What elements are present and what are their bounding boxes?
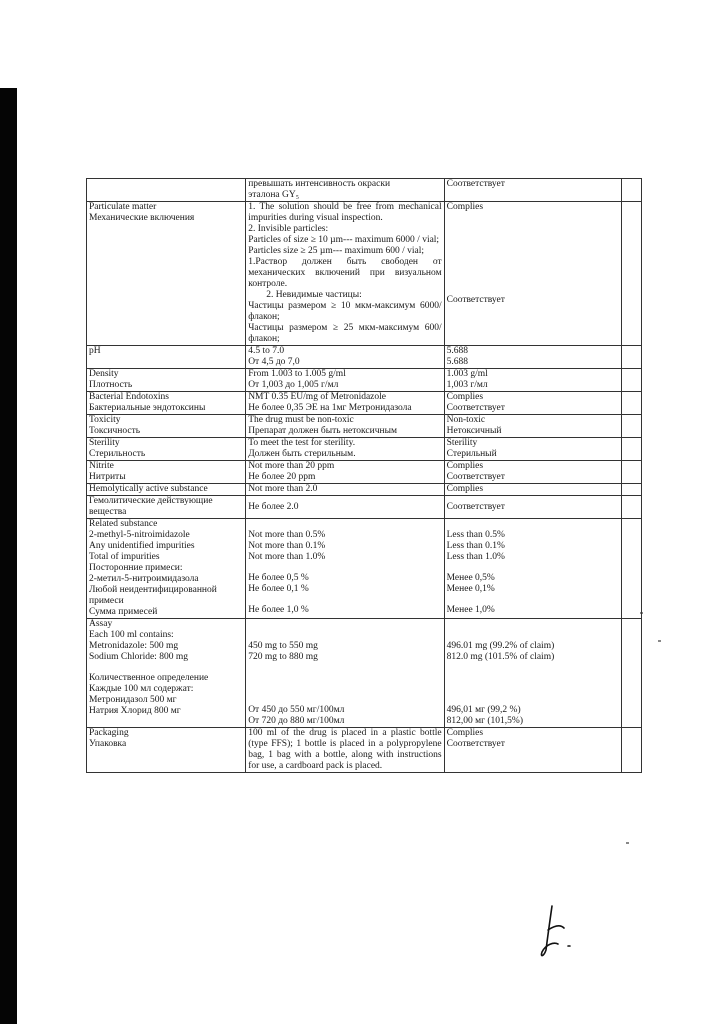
result-line: Non-toxic xyxy=(446,415,486,425)
spec-line: Not more than 2.0 xyxy=(248,484,318,494)
result-line: 5.688 xyxy=(446,346,468,356)
result-cell xyxy=(444,202,621,346)
parameter-name: Метронидазол 500 мг xyxy=(89,695,177,705)
table-row xyxy=(87,369,642,392)
spec-line: Частицы размером ≥ 10 мкм-максимум 6000/флакон; xyxy=(248,301,442,322)
result-cell xyxy=(444,369,621,392)
parameter-name: Hemolytically active substance xyxy=(89,484,208,494)
specification-cell xyxy=(246,496,444,519)
parameter-name: Assay xyxy=(89,619,113,629)
spec-line: 720 mg to 880 mg xyxy=(248,652,318,662)
result-line: Complies xyxy=(446,461,484,471)
spec-line: From 1.003 to 1.005 g/ml xyxy=(248,369,346,379)
specification-cell xyxy=(246,202,444,346)
margin-cell xyxy=(621,392,641,415)
parameter-name: Each 100 ml contains: xyxy=(89,630,174,640)
scan-speck xyxy=(626,842,629,844)
parameter-cell xyxy=(87,369,246,392)
result-cell xyxy=(444,619,621,728)
spec-line: Частицы размером ≥ 25 мкм-максимум 600/флакон; xyxy=(248,323,442,344)
margin-cell xyxy=(621,461,641,484)
spec-line: Не более 20 ppm xyxy=(248,472,316,482)
result-line: 1.003 g/ml xyxy=(446,369,488,379)
parameter-cell xyxy=(87,202,246,346)
parameter-name: Любой неидентифицированной примеси xyxy=(89,585,217,606)
result-cell xyxy=(444,438,621,461)
result-line: Complies xyxy=(446,392,484,402)
result-line: Нетоксичный xyxy=(446,426,502,436)
table-row xyxy=(87,415,642,438)
spec-line: Не более 0,5 % xyxy=(248,573,309,583)
margin-cell xyxy=(621,415,641,438)
parameter-cell xyxy=(87,179,246,202)
parameter-name: Гемолитические действующие вещества xyxy=(89,496,213,517)
margin-cell xyxy=(621,484,641,496)
parameter-name: Sterility xyxy=(89,438,120,448)
spec-line: Должен быть стерильным. xyxy=(248,449,356,459)
parameter-name: Токсичность xyxy=(89,426,141,436)
spec-line: To meet the test for sterility. xyxy=(248,438,356,448)
parameter-name: Particulate matter xyxy=(89,202,157,212)
spec-line: превышать интенсивность окраски xyxy=(248,179,391,189)
spec-line: Not more than 0.1% xyxy=(248,541,326,551)
result-line: Соответствует xyxy=(446,472,505,482)
scan-blank-margin xyxy=(0,0,724,90)
spec-line: От 720 до 880 мг/100мл xyxy=(248,716,345,726)
spec-line: 4.5 to 7.0 xyxy=(248,346,285,356)
result-cell xyxy=(444,496,621,519)
parameter-name: Стерильность xyxy=(89,449,146,459)
result-cell xyxy=(444,179,621,202)
scan-dark-edge xyxy=(0,88,17,1024)
parameter-name: 2-methyl-5-nitroimidazole xyxy=(89,530,190,540)
parameter-name: Сумма примесей xyxy=(89,607,158,617)
parameter-name: Total of impurities xyxy=(89,552,160,562)
parameter-cell xyxy=(87,619,246,728)
parameter-cell xyxy=(87,438,246,461)
spec-line: 100 ml of the drug is placed in a plastic bottle (type FFS); 1 bottle is placed in a polypropylene bag, 1 bag with a bottle, along with instructions for use, a cardboard pack is placed. xyxy=(248,728,442,771)
parameter-name: Toxicity xyxy=(89,415,121,425)
specification-cell xyxy=(246,415,444,438)
specification-cell xyxy=(246,179,444,202)
parameter-cell xyxy=(87,415,246,438)
result-line: Соответствует xyxy=(446,403,505,413)
spec-line: От 4,5 до 7,0 xyxy=(248,357,300,367)
specification-cell xyxy=(246,392,444,415)
margin-cell xyxy=(621,619,641,728)
spec-line: Не более 2.0 xyxy=(248,501,299,512)
parameter-name: Any unidentified impurities xyxy=(89,541,195,551)
parameter-name: Density xyxy=(89,369,119,379)
table-row xyxy=(87,519,642,619)
specification-cell xyxy=(246,484,444,496)
result-line: 496.01 mg (99.2% of claim) xyxy=(446,641,555,651)
specification-cell xyxy=(246,369,444,392)
result-cell xyxy=(444,484,621,496)
result-cell xyxy=(444,346,621,369)
parameter-name: Нитриты xyxy=(89,472,126,482)
parameter-name: Бактериальные эндотоксины xyxy=(89,403,206,413)
result-line: Менее 0,5% xyxy=(446,573,495,583)
parameter-name: 2-метил-5-нитроимидазола xyxy=(89,574,199,584)
scan-speck xyxy=(658,640,661,642)
parameter-cell xyxy=(87,728,246,773)
result-line: Соответствует xyxy=(446,179,505,189)
margin-cell xyxy=(621,369,641,392)
result-cell xyxy=(444,392,621,415)
spec-line: Not more than 1.0% xyxy=(248,552,326,562)
spec-line: Не более 1,0 % xyxy=(248,605,309,615)
table-row xyxy=(87,619,642,728)
specification-cell xyxy=(246,519,444,619)
parameter-name: Каждые 100 мл содержат: xyxy=(89,684,194,694)
result-line: 496,01 мг (99,2 %) xyxy=(446,705,521,715)
spec-line: 2. Invisible particles: xyxy=(248,224,329,234)
parameter-cell xyxy=(87,484,246,496)
margin-cell xyxy=(621,202,641,346)
result-line: Complies xyxy=(446,728,484,738)
table-row xyxy=(87,346,642,369)
specification-table xyxy=(86,178,642,773)
spec-line: 2. Невидимые частицы: xyxy=(266,290,362,300)
specification-cell xyxy=(246,438,444,461)
parameter-name: Упаковка xyxy=(89,739,127,749)
parameter-name: Metronidazole: 500 mg xyxy=(89,641,179,651)
result-line: Менее 1,0% xyxy=(446,605,495,615)
parameter-name: Плотность xyxy=(89,380,133,390)
result-line: Less than 0.1% xyxy=(446,541,505,551)
result-line: Less than 1.0% xyxy=(446,552,505,562)
table-row xyxy=(87,484,642,496)
parameter-name: pH xyxy=(89,346,101,356)
table-row xyxy=(87,179,642,202)
result-line: Соответствует xyxy=(446,739,505,749)
specification-cell xyxy=(246,728,444,773)
spec-line: От 1,003 до 1,005 г/мл xyxy=(248,380,339,390)
parameter-cell xyxy=(87,519,246,619)
spec-line: Not more than 0.5% xyxy=(248,530,326,540)
parameter-name: Натрия Хлорид 800 мг xyxy=(89,706,181,716)
parameter-name: Посторонние примеси: xyxy=(89,563,183,573)
parameter-name: Механические включения xyxy=(89,213,195,223)
margin-cell xyxy=(621,519,641,619)
specification-cell xyxy=(246,461,444,484)
result-line: Менее 0,1% xyxy=(446,584,495,594)
spec-line: Не более 0,1 % xyxy=(248,584,309,594)
spec-line: Не более 0,35 ЭЕ на 1мг Метронидазола xyxy=(248,403,412,413)
parameter-cell xyxy=(87,392,246,415)
parameter-cell xyxy=(87,461,246,484)
spec-line: The drug must be non-toxic xyxy=(248,415,354,425)
result-line: Стерильный xyxy=(446,449,497,459)
parameter-name: Packaging xyxy=(89,728,129,738)
result-cell xyxy=(444,728,621,773)
spec-line: эталона GY₅ xyxy=(248,190,300,200)
result-cell xyxy=(444,415,621,438)
result-line: 5.688 xyxy=(446,357,468,367)
table-row xyxy=(87,438,642,461)
parameter-name: Количественное определение xyxy=(89,673,209,683)
spec-line: От 450 до 550 мг/100мл xyxy=(248,705,345,715)
spec-line: 1. The solution should be free from mechanical impurities during visual inspection. xyxy=(248,202,442,223)
margin-cell xyxy=(621,179,641,202)
parameter-name: Sodium Chloride: 800 mg xyxy=(89,652,188,662)
parameter-name: Related substance xyxy=(89,519,158,529)
spec-line: NMT 0.35 EU/mg of Metronidazole xyxy=(248,392,387,402)
spec-line: Not more than 20 ppm xyxy=(248,461,335,471)
result-cell xyxy=(444,461,621,484)
spec-line: Particles size ≥ 25 µm--- maximum 600 / vial; xyxy=(248,246,425,256)
table-row xyxy=(87,728,642,773)
parameter-name: Bacterial Endotoxins xyxy=(89,392,169,402)
table-row xyxy=(87,496,642,519)
specification-cell xyxy=(246,346,444,369)
result-line: Соответствует xyxy=(446,501,505,512)
result-line: 812,00 мг (101,5%) xyxy=(446,716,524,726)
result-line: 812.0 mg (101.5% of claim) xyxy=(446,652,555,662)
result-cell xyxy=(444,519,621,619)
table-row xyxy=(87,202,642,346)
margin-cell xyxy=(621,496,641,519)
parameter-cell xyxy=(87,346,246,369)
parameter-name: Nitrite xyxy=(89,461,114,471)
specification-cell xyxy=(246,619,444,728)
result-line: Sterility xyxy=(446,438,478,448)
margin-cell xyxy=(621,346,641,369)
result-line: 1,003 г/мл xyxy=(446,380,488,390)
result-line: Complies xyxy=(446,202,484,212)
margin-cell xyxy=(621,728,641,773)
spec-line: Препарат должен быть нетоксичным xyxy=(248,426,397,436)
table-row xyxy=(87,461,642,484)
table-row xyxy=(87,392,642,415)
result-line: Соответствует xyxy=(446,295,505,305)
handwritten-signature-icon xyxy=(538,900,588,960)
spec-line: 450 mg to 550 mg xyxy=(248,641,318,651)
result-line: Less than 0.5% xyxy=(446,530,505,540)
parameter-cell xyxy=(87,496,246,519)
result-line: Complies xyxy=(446,484,484,494)
spec-line: Particles of size ≥ 10 µm--- maximum 6000 / vial; xyxy=(248,235,440,245)
spec-line: 1.Раствор должен быть свободен от механических включений при визуальном контроле. xyxy=(248,257,442,289)
margin-cell xyxy=(621,438,641,461)
